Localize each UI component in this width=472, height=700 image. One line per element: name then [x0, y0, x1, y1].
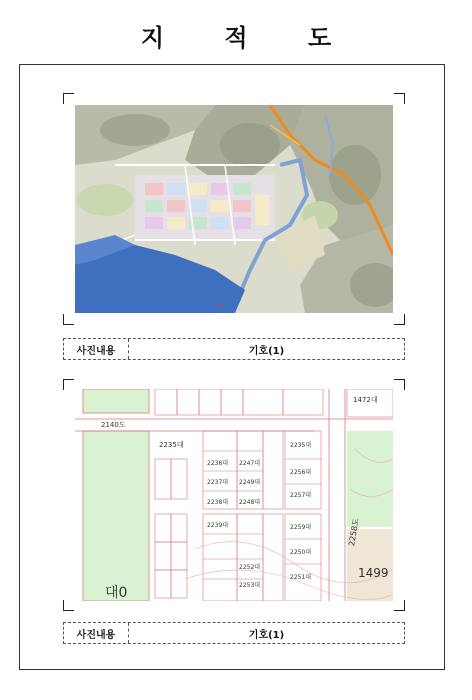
parcel-label: 2258도 [347, 517, 361, 547]
caption-value: 기호(1) [248, 629, 285, 641]
parcel-label: 1472대 [353, 396, 378, 404]
parcel-label: 2250대 [290, 549, 312, 556]
aerial-map-image [75, 105, 393, 313]
parcel-label: 대0 [105, 585, 128, 601]
crop-mark [394, 600, 405, 611]
crop-mark [63, 314, 74, 325]
photo-caption-1 [63, 338, 405, 360]
parcel-label: 2140도 [101, 421, 126, 429]
parcel-label: 1499 [358, 566, 389, 580]
parcel-label: 2235대 [159, 441, 184, 449]
caption-value: 기호(1) [248, 345, 285, 357]
parcel-label: 2238대 [207, 499, 229, 506]
cadastral-map-image [75, 389, 393, 601]
parcel-label: 2256대 [290, 469, 312, 476]
crop-mark [63, 600, 74, 611]
crop-mark [394, 93, 405, 104]
parcel-label: 2247대 [239, 460, 261, 467]
photo-caption-2 [63, 622, 405, 644]
crop-mark [394, 379, 405, 390]
aerial-map-graphic [75, 105, 393, 313]
parcel-label: 2251대 [290, 574, 312, 581]
parcel-label: 2253대 [239, 582, 261, 589]
parcel-label: 2252대 [239, 564, 261, 571]
crop-mark [63, 379, 74, 390]
parcel-label: 2237대 [207, 479, 229, 486]
crop-mark [394, 314, 405, 325]
photo-area-map [63, 93, 405, 325]
caption-label: 사진내용 [64, 623, 129, 643]
parcel-label: 2236대 [207, 460, 229, 467]
photo-area-cadastral [63, 379, 405, 611]
parcel-label: 2248대 [239, 499, 261, 506]
parcel-label: 2235대 [290, 442, 312, 449]
parcel-label: 2257대 [290, 492, 312, 499]
page-title: 지 적 도 [140, 23, 358, 52]
caption-label: 사진내용 [64, 339, 129, 359]
parcel-label: 2239대 [207, 522, 229, 529]
parcel-label: 2259대 [290, 524, 312, 531]
cadastral-map-graphic [75, 389, 393, 601]
parcel-label: 2249대 [239, 479, 261, 486]
crop-mark [63, 93, 74, 104]
